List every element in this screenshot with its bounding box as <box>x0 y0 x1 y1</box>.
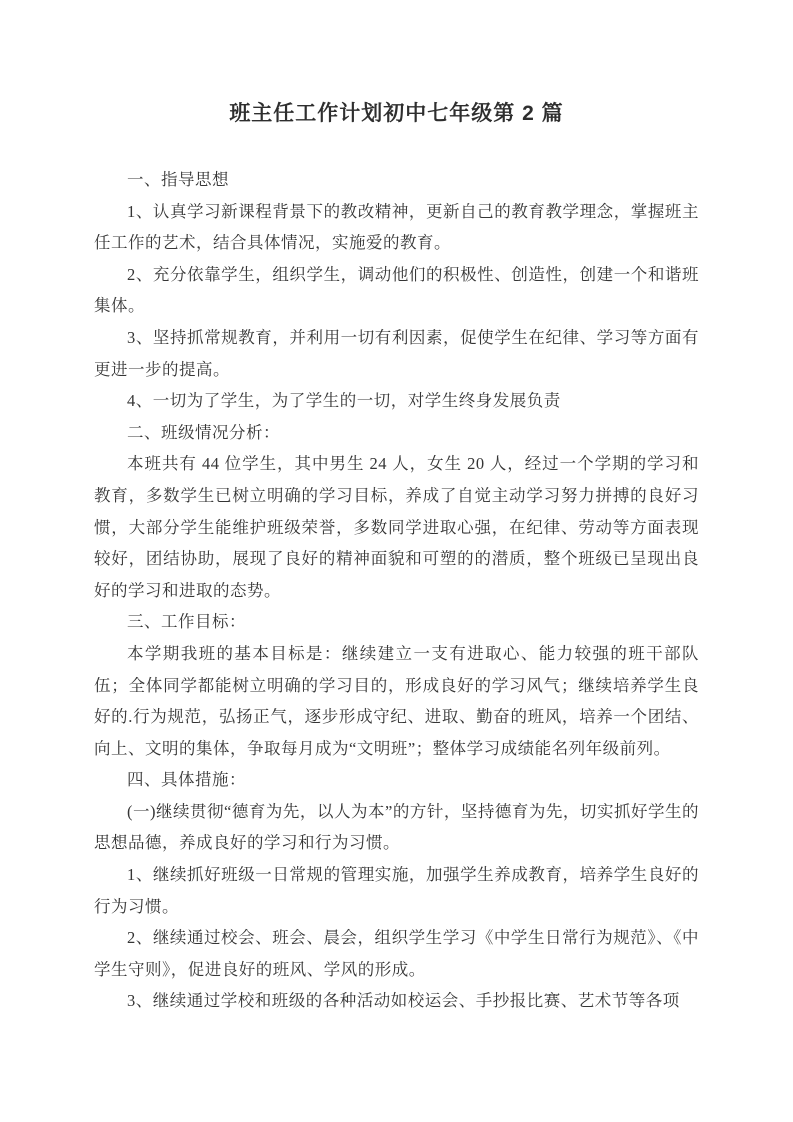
paragraph: 3、继续通过学校和班级的各种活动如校运会、手抄报比赛、艺术节等各项 <box>127 991 680 1011</box>
paragraph: 1、继续抓好班级一日常规的管理实施，加强学生养成教育，培养学生良好的行为习惯。 <box>94 865 699 916</box>
paragraph: 2、继续通过校会、班会、晨会，组织学生学习《中学生日常行为规范》、《中学生守则》，促进良好的班风、学风的形成。 <box>94 928 699 979</box>
paragraph: 3、坚持抓常规教育，并利用一切有利因素，促使学生在纪律、学习等方面有更进一步的提高。 <box>94 327 699 379</box>
section-heading-class-analysis: 二、班级情况分析： <box>127 422 280 442</box>
paragraph: 2、充分依靠学生，组织学生，调动他们的积极性、创造性，创建一个和谐班集体。 <box>94 264 699 316</box>
document-body <box>94 164 699 1017</box>
paragraph: 1、认真学习新课程背景下的教改精神，更新自己的教育教学理念，掌握班主任工作的艺术，结合具体情况，实施爱的教育。 <box>94 201 699 253</box>
page-title: 班主任工作计划初中七年级第 2 篇 <box>229 102 564 125</box>
section-heading-concrete-measures: 四、具体措施： <box>127 770 246 790</box>
paragraph: 4、一切为了学生，为了学生的一切，对学生终身发展负责 <box>127 391 561 411</box>
paragraph: (一)继续贯彻“德育为先，以人为本”的方针，坚持德育为先，切实抓好学生的思想品德，养成良好的学习和行为习惯。 <box>94 801 699 853</box>
paragraph: 本学期我班的基本目标是：继续建立一支有进取心、能力较强的班干部队伍；全体同学都能树立明确的学习目的，形成良好的学习风气；继续培养学生良好的.行为规范，弘扬正气，逐步形成守纪、进取、勤奋的班风，培养一个团结、向上、文明的集体，争取每月成为“文明班”；整体学习成绩能名列年级前列。 <box>94 643 699 758</box>
section-heading-work-goals: 三、工作目标： <box>127 612 246 632</box>
section-heading-guiding-ideology: 一、指导思想 <box>127 170 229 189</box>
paragraph: 本班共有 44 位学生，其中男生 24 人，女生 20 人，经过一个学期的学习和教育，多数学生已树立明确的学习目标，养成了自觉主动学习努力拼搏的良好习惯，大部分学生能维护班级荣誉，多数同学进取心强，在纪律、劳动等方面表现较好，团结协助，展现了良好的精神面貌和可塑的的潜质，整个班级已呈现出良好的学习和进取的态势。 <box>94 454 699 600</box>
